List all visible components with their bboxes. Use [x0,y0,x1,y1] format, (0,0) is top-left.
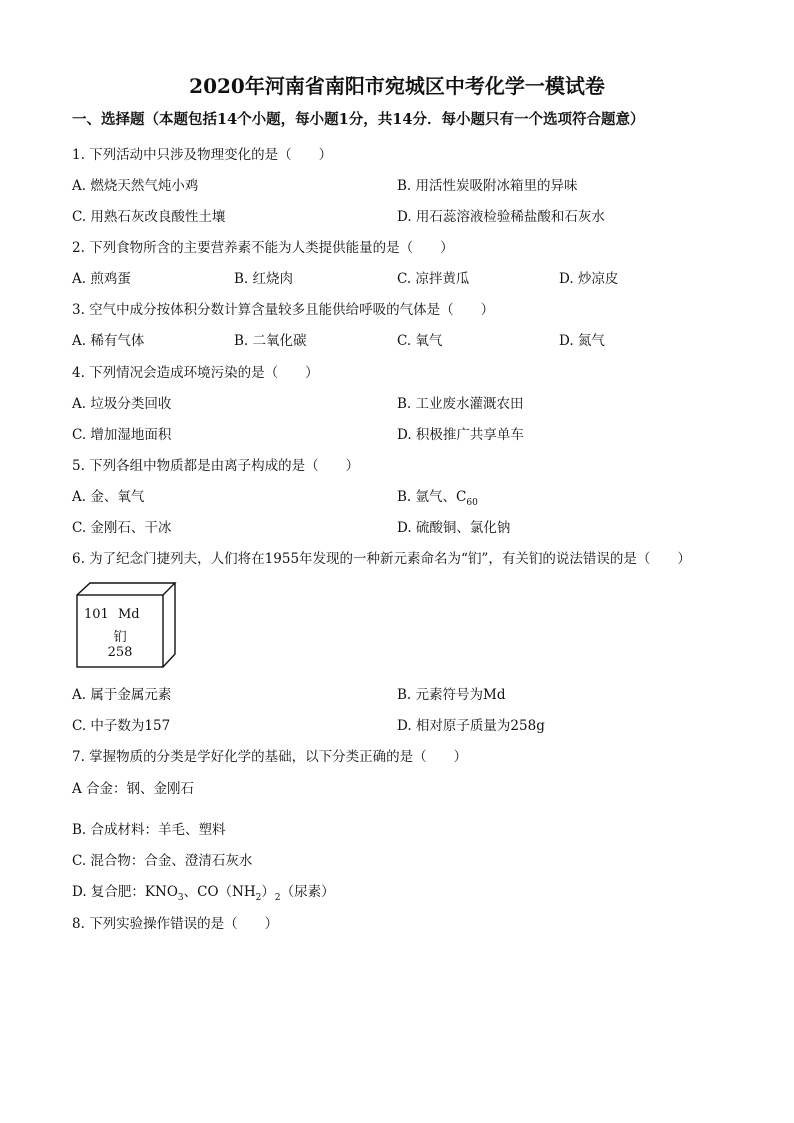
question-6-option-a: A. 属于金属元素 [72,687,172,703]
question-7-option-b: B. 合成材料：羊毛、塑料 [72,822,226,838]
section-heading: 一、选择题（本题包括14个小题，每小题1分，共14分．每小题只有一个选项符合题意） [72,111,645,128]
question-7-option-a: A 合金：钢、金刚石 [72,781,195,797]
question-7-option-d-tail: （尿素） [280,884,335,900]
question-3-stem: 3. 空气中成分按体积分数计算含量较多且能供给呼吸的气体是（ ） [72,302,495,318]
question-2-option-d: D. 炒凉皮 [559,271,619,287]
question-7-stem: 7. 掌握物质的分类是学好化学的基础，以下分类正确的是（ ） [72,749,468,765]
question-4-option-c: C. 增加湿地面积 [72,427,172,443]
question-3-option-a: A. 稀有气体 [72,333,145,349]
question-7-option-d-text: D. 复合肥：KNO [72,884,178,900]
question-1-option-b: B. 用活性炭吸附冰箱里的异味 [397,178,578,194]
element-name: 钔 [113,630,127,645]
question-1-option-a: A. 燃烧天然气炖小鸡 [72,178,199,194]
question-2-option-c: C. 凉拌黄瓜 [397,271,470,287]
question-5-option-c: C. 金刚石、干冰 [72,520,172,536]
question-5-option-b-subscript: 60 [466,498,478,508]
question-8-stem: 8. 下列实验操作错误的是（ ） [72,916,279,932]
element-atomic-number: 101 [84,607,109,622]
question-3-option-b: B. 二氧化碳 [234,333,307,349]
question-5-option-a: A. 金、氧气 [72,489,145,505]
question-4-stem: 4. 下列情况会造成环境污染的是（ ） [72,365,319,381]
element-atomic-mass: 258 [107,645,133,660]
question-5-option-d: D. 硫酸铜、氯化钠 [397,520,511,536]
question-7-option-c: C. 混合物：合金、澄清石灰水 [72,853,253,869]
question-4-option-d: D. 积极推广共享单车 [397,427,524,443]
question-7-option-d-sub3: 2 [274,893,281,903]
question-1-stem: 1. 下列活动中只涉及物理变化的是（ ） [72,147,333,163]
question-2-option-a: A. 煎鸡蛋 [72,271,131,287]
question-6-stem: 6. 为了纪念门捷列夫，人们将在1955年发现的一种新元素命名为“钔”，有关钔的说法错误的是（ ） [72,551,691,567]
question-6-option-b: B. 元素符号为Md [397,687,506,703]
question-4-option-a: A. 垃圾分类回收 [72,396,172,412]
question-4-option-b: B. 工业废水灌溉农田 [397,396,524,412]
question-5-stem: 5. 下列各组中物质都是由离子构成的是（ ） [72,458,360,474]
element-symbol: Md [118,607,140,622]
question-7-option-d [72,880,335,903]
question-5-option-b-text: B. 氩气、C [397,489,467,505]
question-2-stem: 2. 下列食物所含的主要营养素不能为人类提供能量的是（ ） [72,240,454,256]
question-5-option-b [397,485,478,508]
element-card-md [76,582,186,668]
question-2-option-b: B. 红烧肉 [234,271,294,287]
question-7-option-d-mid: 、CO（NH [183,884,256,900]
question-3-option-c: C. 氧气 [397,333,443,349]
question-6-option-c: C. 中子数为157 [72,718,171,734]
question-1-option-c: C. 用熟石灰改良酸性土壤 [72,209,226,225]
question-7-option-d-sub1: 3 [177,893,184,903]
question-1-option-d: D. 用石蕊溶液检验稀盐酸和石灰水 [397,209,605,225]
question-3-option-d: D. 氮气 [559,333,605,349]
question-7-option-d-sub2: 2 [255,893,262,903]
page-title: 2020年河南省南阳市宛城区中考化学一模试卷 [189,74,605,98]
question-6-option-d: D. 相对原子质量为258g [397,718,545,734]
question-7-option-d-mid2: ） [261,884,275,900]
